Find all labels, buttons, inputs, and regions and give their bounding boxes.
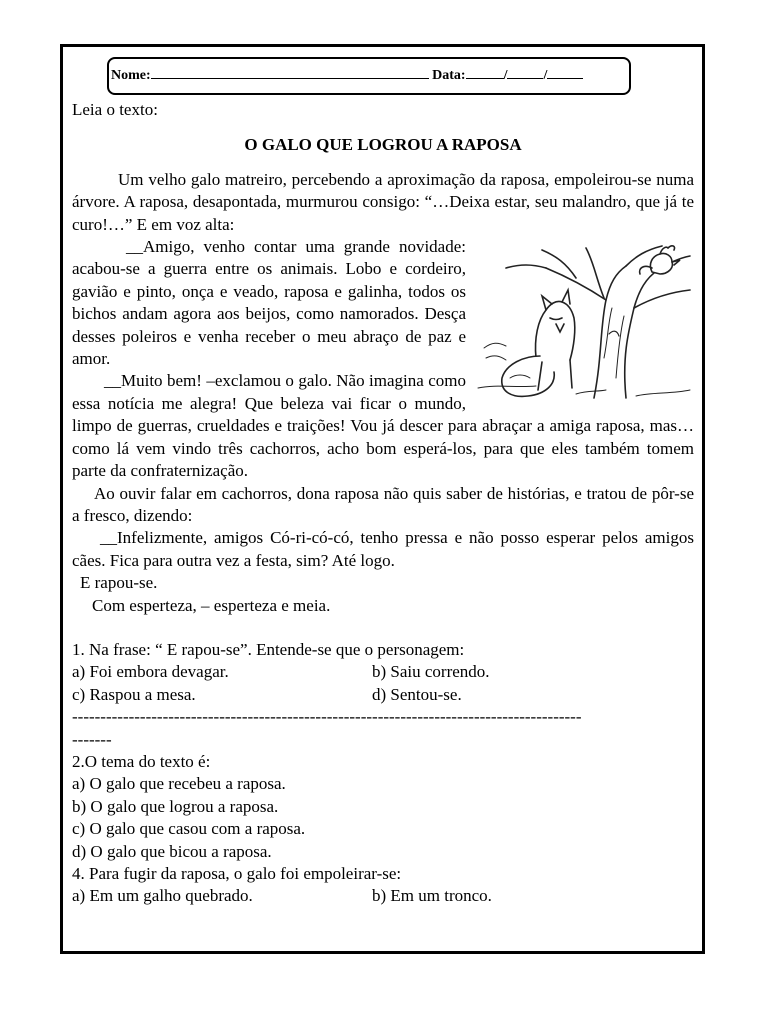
date-separator: / xyxy=(503,68,508,83)
question-1-option-d[interactable]: d) Sentou-se. xyxy=(372,684,462,704)
question-4: 4. Para fugir da raposa, o galo foi empoleirar-se: xyxy=(72,864,402,883)
date-year-field[interactable] xyxy=(547,66,583,79)
question-2-option-d[interactable]: d) O galo que bicou a raposa. xyxy=(72,841,272,861)
question-1-options-row-1 xyxy=(72,661,694,683)
date-day-field[interactable] xyxy=(466,66,504,79)
question-1-option-c[interactable]: c) Raspou a mesa. xyxy=(72,684,196,704)
question-1-option-a[interactable]: a) Foi embora devagar. xyxy=(72,662,229,682)
question-2-option-b[interactable]: b) O galo que logrou a raposa. xyxy=(72,796,279,816)
story-paragraph-7: Com esperteza, – esperteza e meia. xyxy=(92,595,331,615)
name-label: Nome: xyxy=(111,68,151,83)
divider-line: ------------------------------------------------------------------------------------------ xyxy=(72,707,582,727)
intro-text: Leia o texto: xyxy=(72,100,158,119)
question-2: 2.O tema do texto é: xyxy=(72,751,211,771)
name-date-box xyxy=(107,57,631,95)
story-paragraph-3: __Muito bem! –exclamou o galo. Não imagina como essa notícia me alegra! Que beleza vai ficar o mundo, limpo de guerras, crueldades e traições! Vou já descer para abraçar a amiga raposa, mas… como lá vem vindo três cachorros, acho bom esperá-los, para que eles também tomem parte da confraternização. xyxy=(72,371,694,481)
story-paragraph-4: Ao ouvir falar em cachorros, dona raposa não quis saber de histórias, e tratou de pôr-se a fresco, dizendo: xyxy=(72,483,694,525)
question-4-option-a[interactable]: a) Em um galho quebrado. xyxy=(72,886,253,906)
question-4-option-b[interactable]: b) Em um tronco. xyxy=(372,886,492,906)
name-field[interactable] xyxy=(151,66,429,79)
fox-and-rooster-in-tree-icon xyxy=(476,238,694,400)
story-paragraph-1: Um velho galo matreiro, percebendo a aproximação da raposa, empoleirou-se numa árvore. A raposa, desapontada, murmurou consigo: “…Deixa estar, seu malandro, que já te curo!…” E em voz alta: xyxy=(72,169,694,234)
worksheet-content xyxy=(72,99,694,908)
story-paragraph-5: __Infelizmente, amigos Có-ri-có-có, tenho pressa e não posso esperar pelos amigos cães. Fica para outra vez a festa, sim? Até logo. xyxy=(72,528,694,570)
question-4-options-row xyxy=(72,885,694,907)
divider-line-tail: ------- xyxy=(72,729,112,749)
question-2-option-c[interactable]: c) O galo que casou com a raposa. xyxy=(72,819,306,839)
question-1-options-row-2 xyxy=(72,684,694,706)
question-1: 1. Na frase: “ E rapou-se”. Entende-se que o personagem: xyxy=(72,639,465,659)
story-paragraph-6: E rapou-se. xyxy=(80,573,158,593)
date-month-field[interactable] xyxy=(507,66,543,79)
worksheet-border xyxy=(60,44,705,954)
question-2-option-a[interactable]: a) O galo que recebeu a raposa. xyxy=(72,774,286,794)
date-label: Data: xyxy=(432,68,466,83)
story-title: O GALO QUE LOGROU A RAPOSA xyxy=(244,135,522,155)
date-separator: / xyxy=(543,68,548,83)
story-paragraph-2: __Amigo, venho contar uma grande novidade: acabou-se a guerra entre os animais. Lobo e cordeiro, gavião e pinto, onça e veado, raposa e galinha, todos os bichos andam agora aos beijos, como namorados. Desça desses poleiros e venha receber o meu abraço de paz e amor. xyxy=(72,237,466,369)
question-1-option-b[interactable]: b) Saiu correndo. xyxy=(372,662,490,682)
